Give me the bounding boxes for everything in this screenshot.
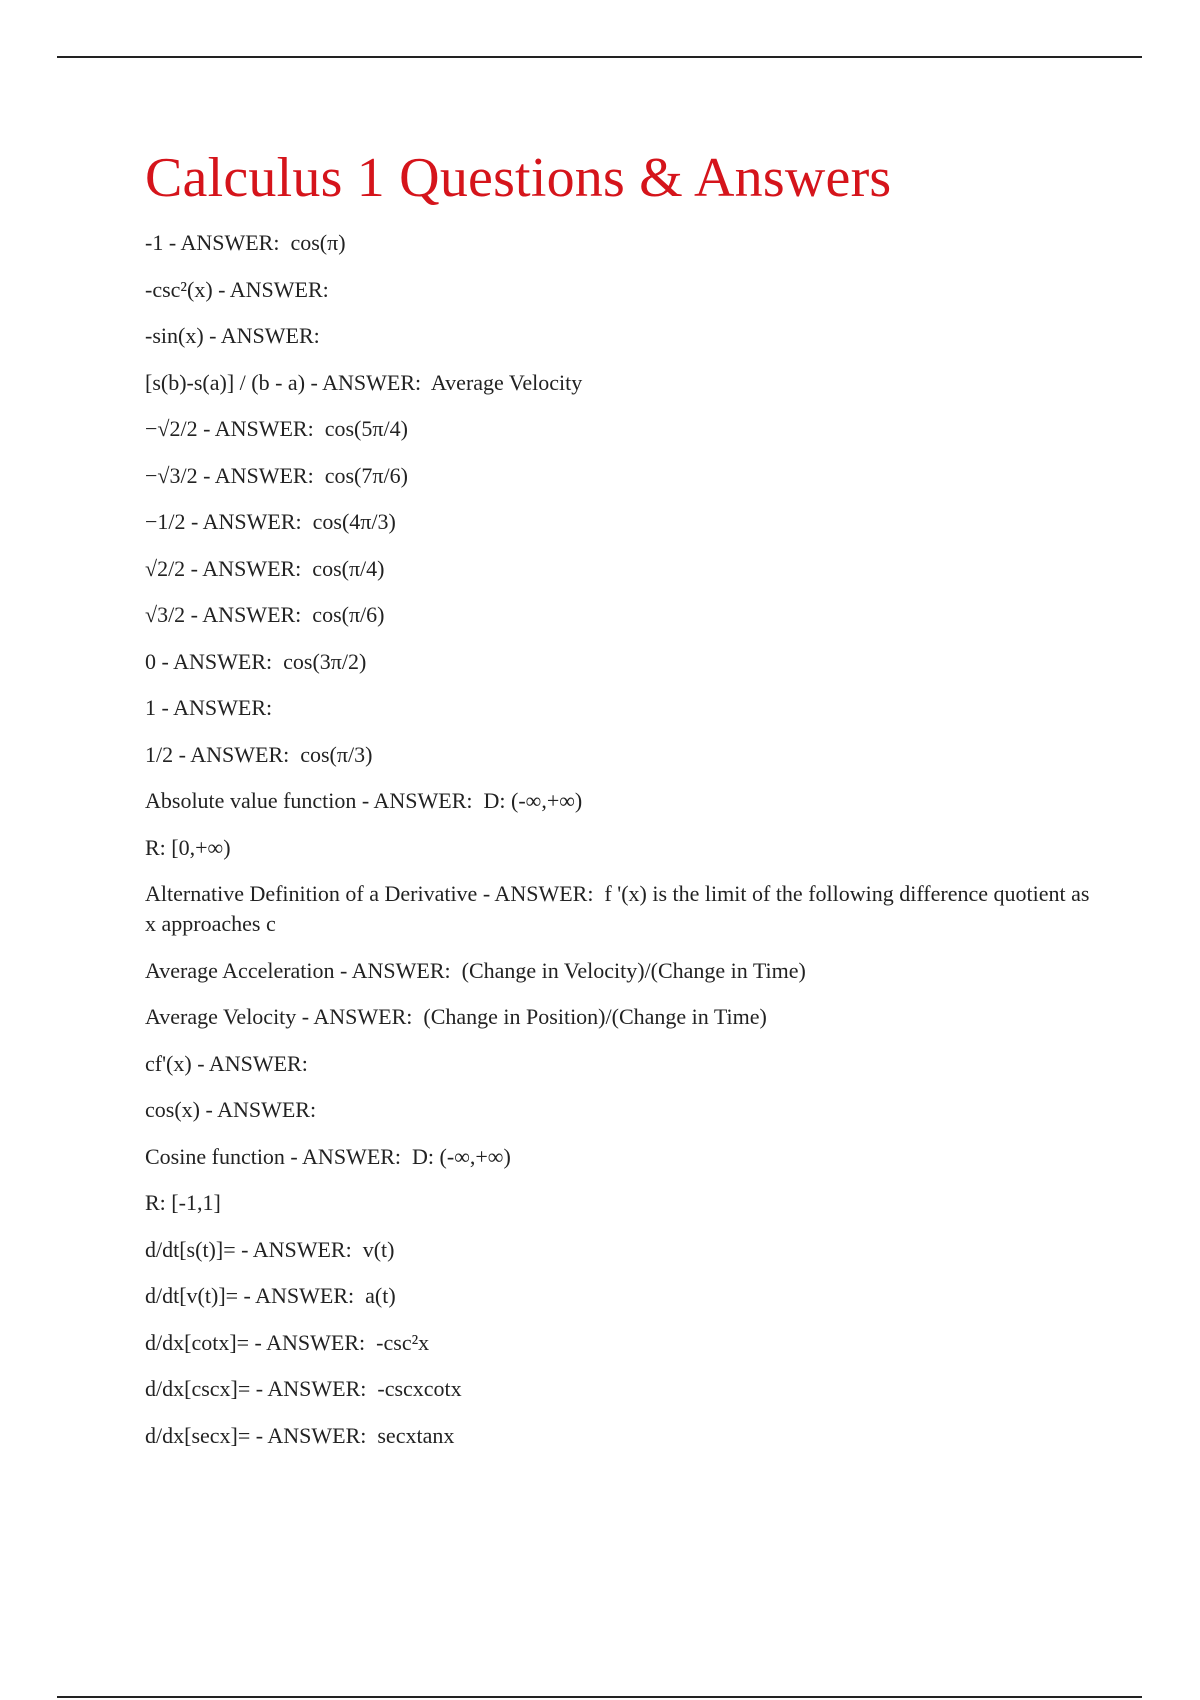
- qa-entry: cos(x) - ANSWER:: [145, 1097, 317, 1122]
- qa-entry: −√2/2 - ANSWER: cos(5π/4): [145, 416, 408, 441]
- qa-entry: √2/2 - ANSWER: cos(π/4): [145, 555, 385, 581]
- qa-entry: Average Acceleration - ANSWER: (Change in Velocity)/(Change in Time): [145, 957, 806, 983]
- document-body: [145, 140, 1095, 1467]
- qa-entry: Average Velocity - ANSWER: (Change in Position)/(Change in Time): [145, 1004, 767, 1029]
- qa-entry-continuation: R: [0,+∞): [145, 834, 231, 860]
- document-title: Calculus 1 Questions & Answers: [145, 147, 892, 209]
- qa-entry: -sin(x) - ANSWER:: [145, 323, 320, 348]
- qa-entry: d/dx[secx]= - ANSWER: secxtanx: [145, 1422, 455, 1448]
- qa-entry-continuation: R: [-1,1]: [145, 1190, 221, 1215]
- qa-entry: cf'(x) - ANSWER:: [145, 1050, 308, 1076]
- qa-entry: 1 - ANSWER:: [145, 695, 273, 720]
- qa-entry: √3/2 - ANSWER: cos(π/6): [145, 602, 385, 627]
- qa-entry: Cosine function - ANSWER: D: (-∞,+∞): [145, 1143, 511, 1169]
- qa-entry: 1/2 - ANSWER: cos(π/3): [145, 741, 373, 767]
- qa-entry: d/dx[cotx]= - ANSWER: -csc²x: [145, 1329, 430, 1355]
- qa-entry: −1/2 - ANSWER: cos(4π/3): [145, 509, 396, 534]
- qa-entry: [s(b)-s(a)] / (b - a) - ANSWER: Average Velocity: [145, 369, 583, 395]
- qa-entry: Absolute value function - ANSWER: D: (-∞,+∞): [145, 788, 583, 813]
- bottom-divider: [57, 1696, 1142, 1698]
- qa-entry: −√3/2 - ANSWER: cos(7π/6): [145, 462, 408, 488]
- qa-entry: d/dt[v(t)]= - ANSWER: a(t): [145, 1283, 396, 1308]
- qa-entry: Alternative Definition of a Derivative - ANSWER: f '(x) is the limit of the following difference quotient as x approaches c: [145, 881, 1095, 936]
- qa-entry: 0 - ANSWER: cos(3π/2): [145, 648, 367, 674]
- qa-entry: -csc²(x) - ANSWER:: [145, 276, 329, 302]
- qa-entry: d/dt[s(t)]= - ANSWER: v(t): [145, 1236, 395, 1262]
- qa-entry: d/dx[cscx]= - ANSWER: -cscxcotx: [145, 1376, 462, 1401]
- qa-entry: -1 - ANSWER: cos(π): [145, 230, 346, 255]
- top-divider: [57, 56, 1142, 58]
